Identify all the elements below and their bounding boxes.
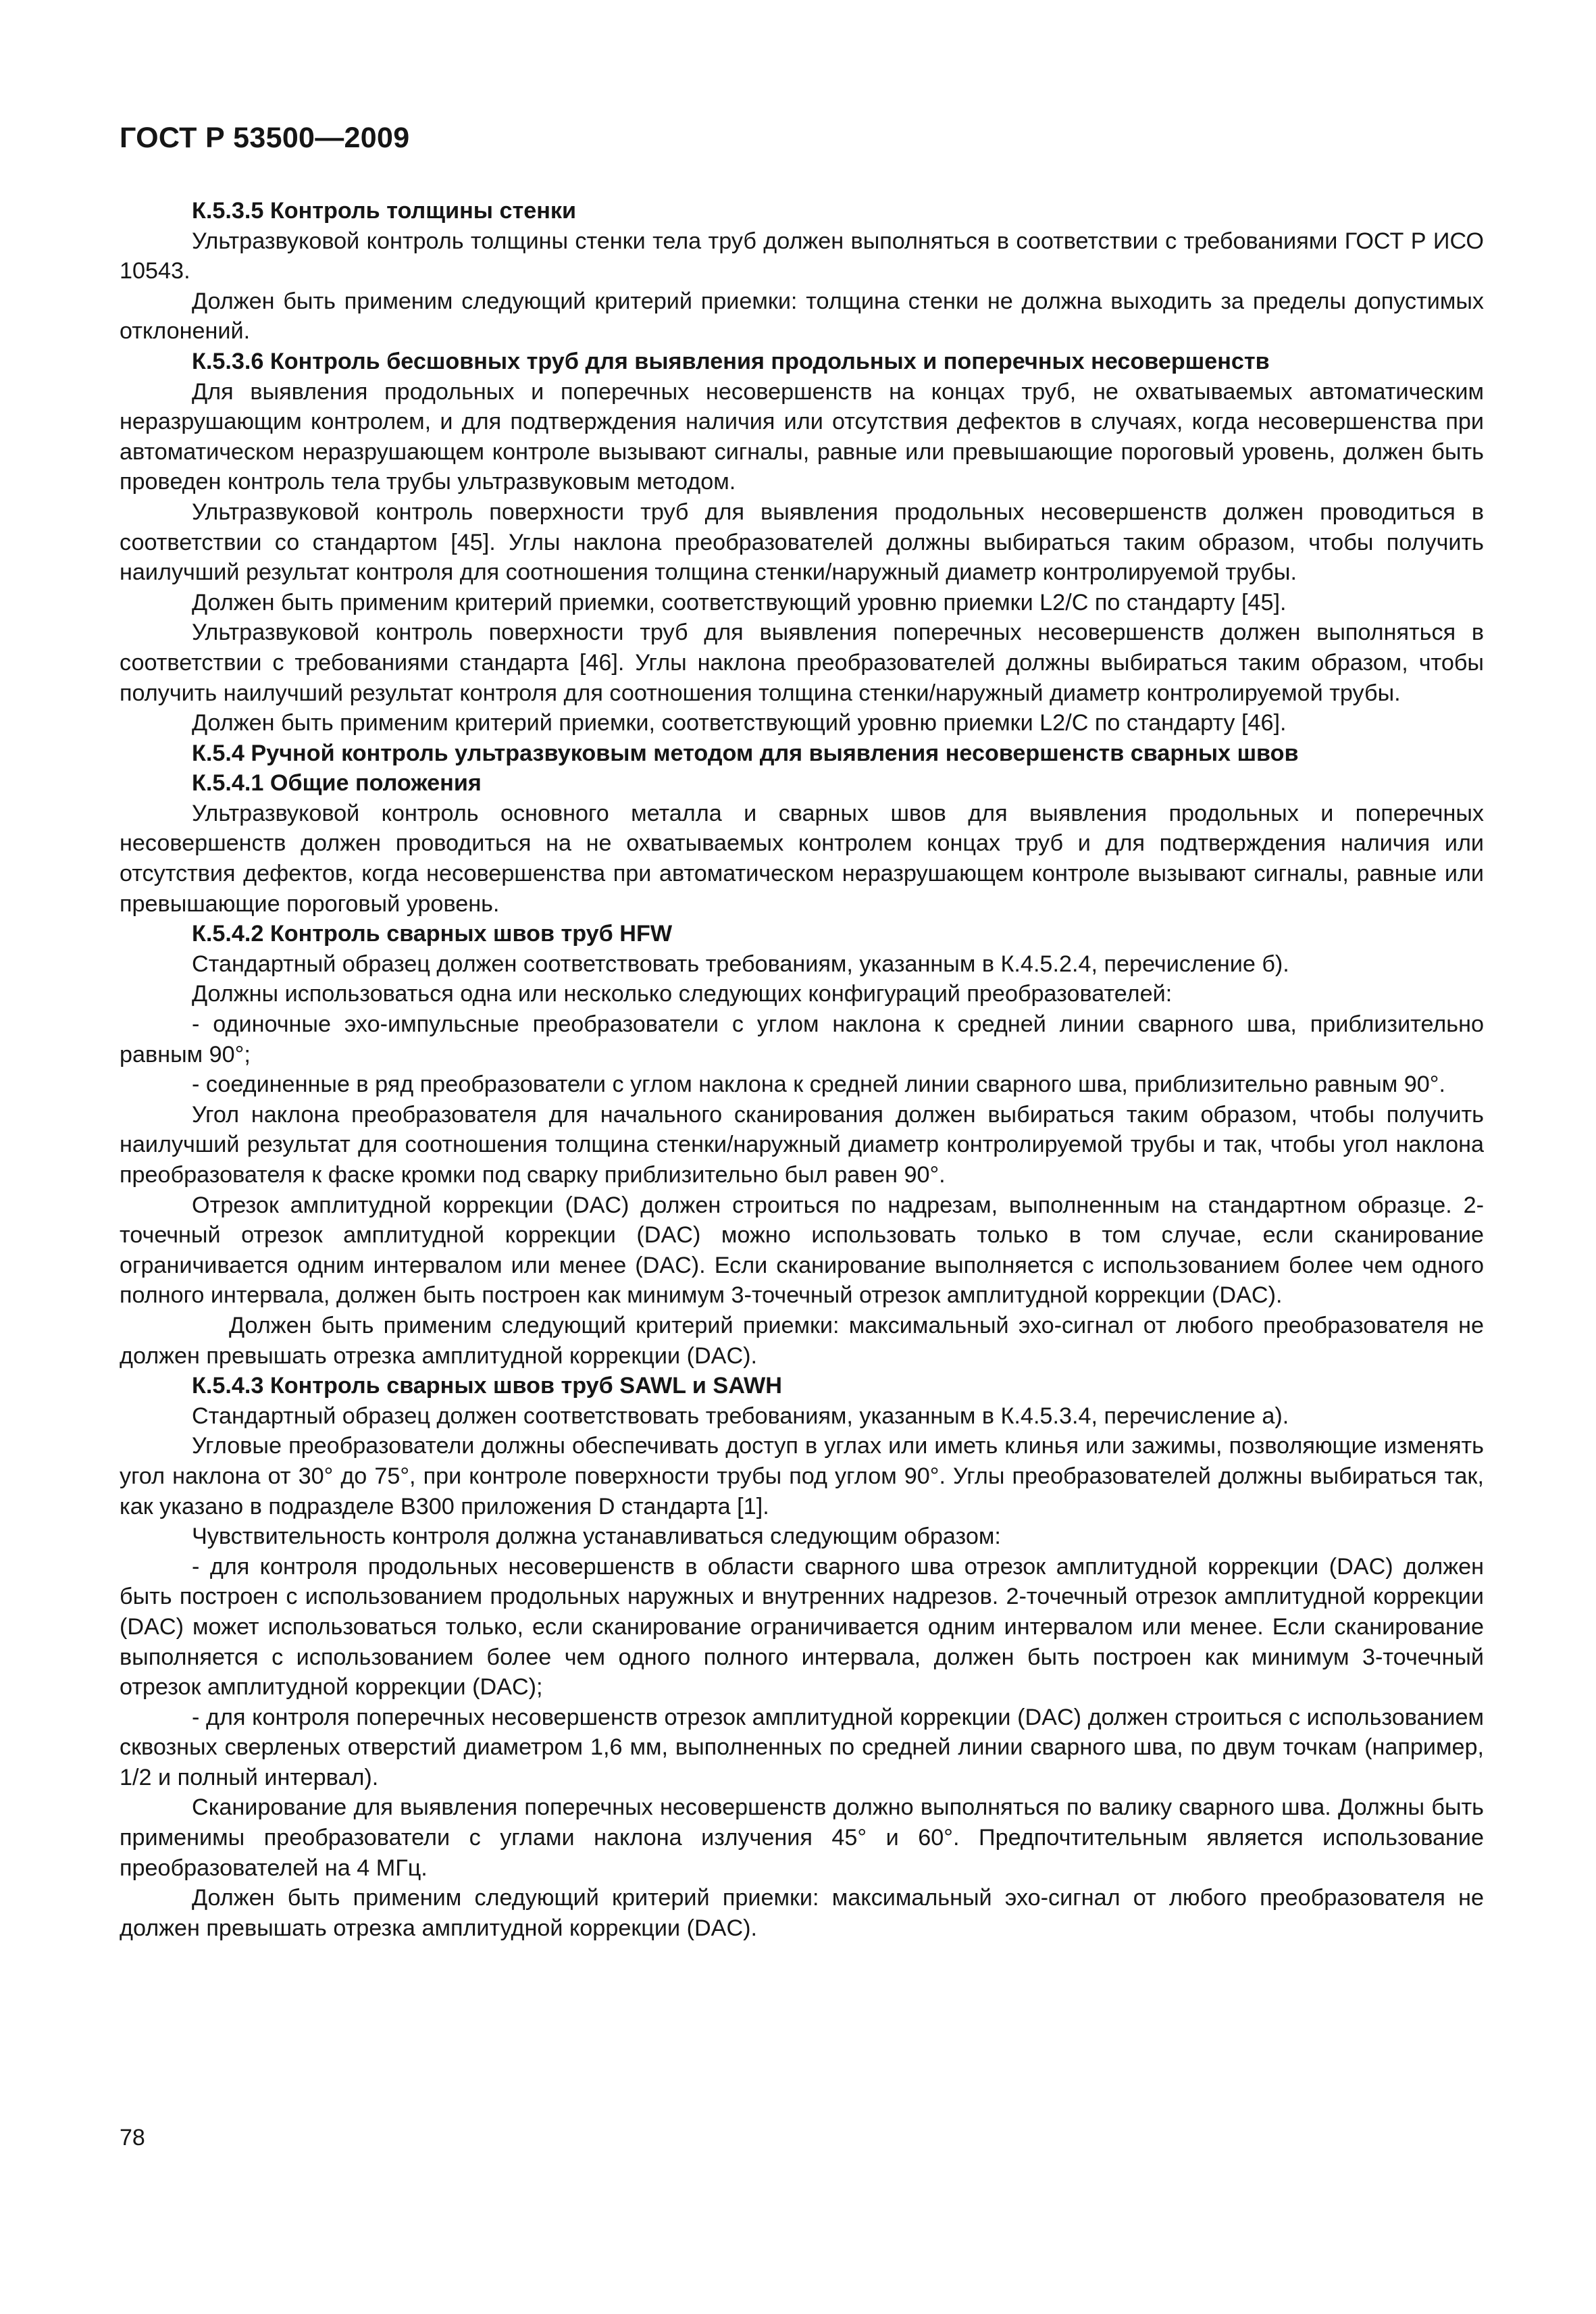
body-paragraph: Угловые преобразователи должны обеспечивать доступ в углах или иметь клинья или зажимы, позволяющие изменять угол наклона от 30° до 75°, при контроле поверхности трубы под углом 90°. Углы преобразователей должны выбираться так, как указано в подразделе В300 приложения D стандарта [1]. — [120, 1433, 1484, 1519]
body-paragraph: Ультразвуковой контроль поверхности труб для выявления продольных несовершенств должен проводиться в соответствии со стандартом [45]. Углы наклона преобразователей должны выбираться таким образом, чтобы получить наилучший результат контроля для соотношения толщина стенки/наружный диаметр контролируемой трубы. — [120, 499, 1484, 586]
document-body — [120, 196, 1484, 1943]
body-paragraph: Должны использоваться одна или несколько следующих конфигураций преобразователей: — [192, 981, 1173, 1007]
section-heading: К.5.3.6 Контроль бесшовных труб для выявления продольных и поперечных несовершенств — [192, 348, 1270, 374]
body-paragraph: Угол наклона преобразователя для начального сканирования должен выбираться таким образом, чтобы получить наилучший результат для соотношения толщина стенки/наружный диаметр контролируемой трубы и так, чтобы угол наклона преобразователя к фаске кромки под сварку приблизительно был равен 90°. — [120, 1101, 1484, 1188]
section-heading: К.5.4.1 Общие положения — [192, 770, 482, 797]
body-paragraph: Для выявления продольных и поперечных несовершенств на концах труб, не охватываемых автоматическим неразрушающим контролем, и для подтверждения наличия или отсутствия дефектов в случаях, когда несовершенства при автоматическом неразрушающем контроле вызывают сигналы, равные или превышающие пороговый уровень, должен быть проведен контроль тела трубы ультразвуковым методом. — [120, 378, 1484, 495]
body-paragraph: Стандартный образец должен соответствовать требованиям, указанным в К.4.5.3.4, перечисление а). — [192, 1403, 1289, 1429]
body-paragraph: Ультразвуковой контроль поверхности труб для выявления поперечных несовершенств должен выполняться в соответствии с требованиями стандарта [46]. Углы наклона преобразователей должны выбираться таким образом, чтобы получить наилучший результат контроля для соотношения толщина стенки/наружный диаметр контролируемой трубы. — [120, 620, 1484, 706]
body-paragraph: Ультразвуковой контроль толщины стенки тела труб должен выполняться в соответствии с требованиями ГОСТ Р ИСО 10543. — [120, 228, 1484, 284]
body-paragraph: Отрезок амплитудной коррекции (DAC) должен строиться по надрезам, выполненным на стандартном образце. 2-точечный отрезок амплитудной коррекции (DAC) можно использовать только в том случае, если сканирование ограничивается одним интервалом или менее (DAC). Если сканирование выполняется с использованием более чем одного полного интервала, должен быть построен как минимум 3-точечный отрезок амплитудной коррекции (DAC). — [120, 1192, 1484, 1309]
body-paragraph: - для контроля продольных несовершенств в области сварного шва отрезок амплитудной коррекции (DAC) должен быть построен с использованием продольных наружных и внутренних надрезов. 2-точечный отрезок амплитудной коррекции (DAC) может использоваться только, если сканирование ограничивается одним интервалом или менее. Если сканирование выполняется с использованием более чем одного полного интервала, должен быть построен как минимум 3-точечный отрезок амплитудной коррекции (DAC); — [120, 1553, 1484, 1701]
section-heading: К.5.4.3 Контроль сварных швов труб SAWL и SAWH — [192, 1373, 782, 1399]
body-paragraph: Должен быть применим критерий приемки, соответствующий уровню приемки L2/C по стандарту [45]. — [192, 589, 1287, 615]
body-paragraph: Должен быть применим следующий критерий приемки: толщина стенки не должна выходить за пределы допустимых отклонений. — [120, 288, 1484, 345]
body-paragraph: - соединенные в ряд преобразователи с углом наклона к средней линии сварного шва, приблизительно равным 90°. — [192, 1072, 1445, 1098]
body-paragraph: Должен быть применим следующий критерий приемки: максимальный эхо-сигнал от любого преобразователя не должен превышать отрезка амплитудной коррекции (DAC). — [120, 1312, 1484, 1369]
body-paragraph: Чувствительность контроля должна устанавливаться следующим образом: — [192, 1524, 1001, 1550]
section-heading: К.5.3.5 Контроль толщины стенки — [192, 198, 576, 224]
body-paragraph: - одиночные эхо-импульсные преобразователи с углом наклона к средней линии сварного шва, приблизительно равным 90°; — [120, 1011, 1484, 1067]
body-paragraph: Ультразвуковой контроль основного металла и сварных швов для выявления продольных и поперечных несовершенств должен проводиться на не охватываемых контролем концах труб и для подтверждения наличия или отсутствия дефектов, когда несовершенства при автоматическом неразрушающем контроле вызывают сигналы, равные или превышающие пороговый уровень. — [120, 800, 1484, 917]
body-paragraph: Стандартный образец должен соответствовать требованиям, указанным в К.4.5.2.4, перечисление б). — [192, 951, 1289, 977]
body-paragraph: Должен быть применим следующий критерий приемки: максимальный эхо-сигнал от любого преобразователя не должен превышать отрезка амплитудной коррекции (DAC). — [120, 1885, 1484, 1941]
page-number: 78 — [120, 2125, 145, 2150]
section-heading: К.5.4 Ручной контроль ультразвуковым методом для выявления несовершенств сварных швов — [192, 740, 1299, 766]
section-heading: К.5.4.2 Контроль сварных швов труб HFW — [192, 921, 673, 947]
document-header: ГОСТ Р 53500—2009 — [120, 122, 410, 154]
body-paragraph: - для контроля поперечных несовершенств отрезок амплитудной коррекции (DAC) должен строиться с использованием сквозных сверленых отверстий диаметром 1,6 мм, выполненных по средней линии сварного шва, по двум точкам (например, 1/2 и полный интервал). — [120, 1704, 1484, 1790]
body-paragraph: Сканирование для выявления поперечных несовершенств должно выполняться по валику сварного шва. Должны быть применимы преобразователи с углами наклона излучения 45° и 60°. Предпочтительным является использование преобразователей на 4 МГц. — [120, 1794, 1484, 1881]
body-paragraph: Должен быть применим критерий приемки, соответствующий уровню приемки L2/C по стандарту [46]. — [192, 710, 1287, 736]
